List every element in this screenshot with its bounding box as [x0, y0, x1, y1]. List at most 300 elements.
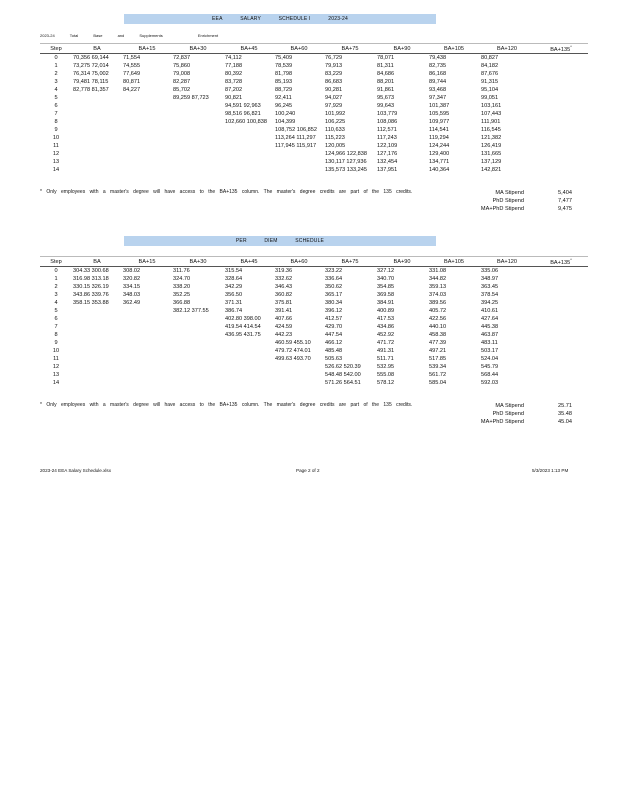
value-cell: 77,188 — [225, 63, 243, 69]
value-cell: 394.25 — [481, 300, 499, 306]
value-cell: 124,244 — [429, 143, 450, 149]
stipend-label: PhD Stipend — [492, 198, 524, 204]
table-row — [40, 78, 588, 86]
value-cell: 79,913 — [325, 63, 343, 69]
value-cell — [172, 134, 224, 142]
value-cell — [72, 166, 122, 174]
value-cell: 120,005 — [325, 143, 346, 149]
value-cell: 568.44 — [481, 372, 499, 378]
column-header-label: BA+30 — [189, 258, 207, 265]
perdiem-schedule-banner — [124, 236, 436, 246]
column-header-label: BA — [93, 258, 101, 265]
value-cell — [274, 158, 324, 166]
value-cell: 555.08 — [377, 372, 395, 378]
column-header-label: BA+105 — [443, 45, 465, 52]
value-cell: 127,176 — [377, 151, 398, 157]
value-cell — [72, 315, 122, 323]
value-cell: 76,314 75,002 — [73, 71, 109, 77]
value-cell — [224, 126, 274, 134]
table-row — [40, 86, 588, 94]
value-cell — [172, 363, 224, 371]
value-cell — [274, 150, 324, 158]
value-cell — [534, 86, 588, 94]
value-cell — [534, 118, 588, 126]
value-cell — [122, 371, 172, 379]
value-cell — [122, 126, 172, 134]
value-cell: 85,193 — [275, 79, 293, 85]
stipend-row — [440, 418, 572, 426]
value-cell — [534, 126, 588, 134]
column-header-label: BA+120 — [496, 45, 518, 52]
banner-word: PER — [235, 238, 247, 244]
column-header — [376, 257, 428, 267]
value-cell — [172, 339, 224, 347]
value-cell: 102,660 100,838 — [225, 119, 267, 125]
value-cell — [274, 166, 324, 174]
column-header-label: BA+75 — [341, 258, 359, 265]
column-header — [324, 44, 376, 54]
value-cell: 499.63 493.70 — [275, 356, 311, 362]
value-cell: 365.17 — [325, 292, 343, 298]
value-cell: 82,735 — [429, 63, 447, 69]
value-cell: 327.12 — [377, 268, 395, 274]
value-cell: 319.36 — [275, 268, 293, 274]
value-cell — [172, 347, 224, 355]
salary-subheading — [40, 33, 232, 38]
stipend-amount: 35.48 — [558, 411, 572, 417]
value-cell: 79,438 — [429, 55, 447, 61]
value-cell: 344.82 — [429, 276, 447, 282]
value-cell: 91,861 — [377, 87, 395, 93]
value-cell: 80,871 — [123, 79, 141, 85]
step-cell: 2 — [54, 71, 58, 77]
table-row — [40, 363, 588, 371]
value-cell: 585.04 — [429, 380, 447, 386]
value-cell — [72, 134, 122, 142]
value-cell — [122, 331, 172, 339]
step-cell: 4 — [54, 87, 58, 93]
banner-word: 2023-24 — [328, 16, 348, 22]
value-cell — [172, 323, 224, 331]
value-cell — [224, 339, 274, 347]
table-row — [40, 150, 588, 158]
value-cell: 140,364 — [429, 167, 450, 173]
value-cell — [534, 307, 588, 315]
value-cell: 417.53 — [377, 316, 395, 322]
value-cell: 477.39 — [429, 340, 447, 346]
column-header-label: BA+120 — [496, 258, 518, 265]
value-cell: 340.70 — [377, 276, 395, 282]
step-cell: 7 — [54, 324, 58, 330]
value-cell: 371.31 — [225, 300, 243, 306]
salary-stipends — [440, 189, 572, 213]
value-cell — [122, 118, 172, 126]
stipend-amount: 45.04 — [558, 419, 572, 425]
step-cell: 8 — [54, 119, 58, 125]
value-cell — [534, 347, 588, 355]
column-header-label: BA — [93, 45, 101, 52]
value-cell: 95,673 — [377, 95, 395, 101]
stipend-row — [440, 205, 572, 213]
value-cell: 137,951 — [377, 167, 398, 173]
value-cell: 87,202 — [225, 87, 243, 93]
salary-table — [40, 43, 588, 174]
value-cell: 436.95 431.75 — [225, 332, 261, 338]
step-cell: 13 — [52, 372, 60, 378]
step-cell: 14 — [52, 167, 60, 173]
banner-word: DIEM — [264, 238, 278, 244]
table-row — [40, 142, 588, 150]
stipend-amount: 25.71 — [558, 403, 572, 409]
value-cell: 539.34 — [429, 364, 447, 370]
value-cell: 115,223 — [325, 135, 345, 141]
value-cell — [122, 150, 172, 158]
table-row — [40, 126, 588, 134]
value-cell — [534, 70, 588, 78]
step-cell: 1 — [54, 276, 58, 282]
value-cell: 82,778 81,357 — [73, 87, 109, 93]
table-row — [40, 102, 588, 110]
value-cell: 384.91 — [377, 300, 395, 306]
value-cell: 328.64 — [225, 276, 243, 282]
value-cell — [72, 118, 122, 126]
value-cell: 407.66 — [275, 316, 293, 322]
value-cell: 412.57 — [325, 316, 343, 322]
table-row — [40, 339, 588, 347]
value-cell — [534, 166, 588, 174]
step-cell: 0 — [54, 55, 58, 61]
column-header — [428, 44, 480, 54]
value-cell — [172, 331, 224, 339]
value-cell: 460.59 455.10 — [275, 340, 311, 346]
step-cell: 11 — [53, 143, 59, 149]
value-cell: 130,117 127,936 — [325, 159, 367, 165]
value-cell — [534, 283, 588, 291]
value-cell — [534, 355, 588, 363]
salary-schedule-banner — [124, 14, 436, 24]
value-cell — [122, 142, 172, 150]
value-cell — [534, 323, 588, 331]
value-cell: 129,400 — [429, 151, 450, 157]
value-cell: 92,411 — [275, 95, 292, 101]
value-cell: 389.56 — [429, 300, 447, 306]
column-header-label: BA+135 — [550, 46, 571, 53]
value-cell: 491.31 — [377, 348, 395, 354]
table-row — [40, 307, 588, 315]
stipend-amount: 9,475 — [558, 206, 572, 212]
footer-filename: 2023-24 EEA Salary Schedule.xlsx — [40, 468, 111, 473]
value-cell: 81,798 — [275, 71, 293, 77]
banner-word: SCHEDULE I — [278, 16, 311, 22]
value-cell: 331.08 — [429, 268, 447, 274]
value-cell: 142,821 — [481, 167, 502, 173]
value-cell: 343.86 339.76 — [73, 292, 109, 298]
stipend-row — [440, 402, 572, 410]
value-cell: 308.02 — [123, 268, 141, 274]
perdiem-stipends — [440, 402, 572, 426]
value-cell: 505.63 — [325, 356, 343, 362]
value-cell: 440.10 — [429, 324, 447, 330]
value-cell: 103,779 — [377, 111, 398, 117]
step-cell: 4 — [54, 300, 58, 306]
value-cell: 107,443 — [481, 111, 502, 117]
table-row — [40, 347, 588, 355]
value-cell — [534, 142, 588, 150]
column-header-label: BA+30 — [189, 45, 207, 52]
banner-word: EEA — [212, 16, 223, 22]
value-cell — [72, 355, 122, 363]
value-cell: 429.70 — [325, 324, 343, 330]
value-cell — [172, 102, 224, 110]
value-cell — [534, 275, 588, 283]
table-row — [40, 275, 588, 283]
value-cell: 99,051 — [481, 95, 499, 101]
step-cell: 1 — [54, 63, 58, 69]
value-cell — [122, 166, 172, 174]
value-cell: 532.95 — [377, 364, 395, 370]
value-cell — [224, 150, 274, 158]
value-cell: 410.61 — [481, 308, 499, 314]
value-cell: 422.56 — [429, 316, 447, 322]
perdiem-table-body — [40, 267, 588, 388]
value-cell: 511.71 — [377, 356, 394, 362]
value-cell — [534, 62, 588, 70]
value-cell: 104,399 — [275, 119, 296, 125]
value-cell — [122, 339, 172, 347]
value-cell: 106,225 — [325, 119, 346, 125]
value-cell: 463.87 — [481, 332, 499, 338]
value-cell: 80,392 — [225, 71, 243, 77]
value-cell: 101,387 — [429, 103, 450, 109]
value-cell: 84,227 — [123, 87, 141, 93]
value-cell — [172, 110, 224, 118]
value-cell — [534, 299, 588, 307]
stipend-label: MA Stipend — [495, 190, 524, 196]
value-cell — [534, 267, 588, 276]
table-row — [40, 315, 588, 323]
value-cell: 78,539 — [275, 63, 293, 69]
value-cell: 100,240 — [275, 111, 296, 117]
value-cell — [224, 142, 274, 150]
step-cell: 9 — [54, 127, 58, 133]
table-row — [40, 291, 588, 299]
value-cell: 366.88 — [173, 300, 191, 306]
value-cell — [72, 150, 122, 158]
value-cell: 445.38 — [481, 324, 499, 330]
value-cell — [172, 355, 224, 363]
value-cell: 358.15 353.88 — [73, 300, 109, 306]
value-cell — [534, 134, 588, 142]
salary-footnote — [40, 189, 412, 195]
stipend-label: PhD Stipend — [492, 411, 524, 417]
value-cell — [122, 355, 172, 363]
value-cell — [224, 347, 274, 355]
value-cell: 79,481 78,115 — [73, 79, 109, 85]
value-cell: 93,468 — [429, 87, 447, 93]
stipend-row — [440, 197, 572, 205]
step-cell: 9 — [54, 340, 58, 346]
stipend-row — [440, 410, 572, 418]
table-row — [40, 331, 588, 339]
value-cell: 122,109 — [377, 143, 398, 149]
value-cell: 369.58 — [377, 292, 395, 298]
value-cell — [534, 94, 588, 102]
value-cell: 90,821 — [225, 95, 243, 101]
value-cell — [72, 158, 122, 166]
value-cell: 84,182 — [481, 63, 499, 69]
value-cell: 434.86 — [377, 324, 395, 330]
table-row — [40, 299, 588, 307]
value-cell — [172, 371, 224, 379]
value-cell — [72, 331, 122, 339]
column-header-label: BA+105 — [443, 258, 465, 265]
value-cell — [172, 315, 224, 323]
value-cell — [72, 102, 122, 110]
value-cell — [72, 379, 122, 387]
table-row — [40, 166, 588, 174]
column-header — [72, 44, 122, 54]
value-cell — [224, 379, 274, 387]
value-cell: 517.85 — [429, 356, 447, 362]
value-cell: 108,086 — [377, 119, 398, 125]
value-cell: 479.72 474.01 — [275, 348, 311, 354]
column-header — [72, 257, 122, 267]
value-cell: 571.26 564.51 — [325, 380, 361, 386]
value-cell: 447.54 — [325, 332, 343, 338]
value-cell — [72, 307, 122, 315]
value-cell: 452.92 — [377, 332, 395, 338]
column-header — [428, 257, 480, 267]
value-cell: 89,744 — [429, 79, 447, 85]
value-cell — [122, 102, 172, 110]
value-cell: 96,245 — [275, 103, 293, 109]
step-cell: 0 — [54, 268, 58, 274]
value-cell: 380.34 — [325, 300, 343, 306]
value-cell: 378.54 — [481, 292, 499, 298]
value-cell — [122, 134, 172, 142]
value-cell: 458.38 — [429, 332, 447, 338]
table-row — [40, 94, 588, 102]
value-cell: 105,595 — [429, 111, 450, 117]
column-header — [172, 257, 224, 267]
value-cell: 391.41 — [275, 308, 293, 314]
salary-table-body — [40, 54, 588, 175]
value-cell: 117,945 115,917 — [275, 143, 317, 149]
value-cell: 315.54 — [225, 268, 243, 274]
value-cell: 109,977 — [429, 119, 450, 125]
column-header — [534, 257, 588, 267]
value-cell: 99,643 — [377, 103, 395, 109]
value-cell: 131,665 — [481, 151, 502, 157]
value-cell: 382.12 377.55 — [173, 308, 209, 314]
value-cell — [122, 158, 172, 166]
value-cell: 72,837 — [173, 55, 191, 61]
value-cell: 121,382 — [481, 135, 502, 141]
value-cell: 346.43 — [275, 284, 293, 290]
value-cell: 442.23 — [275, 332, 293, 338]
column-header — [376, 44, 428, 54]
stipend-label: MA+PhD Stipend — [480, 419, 524, 425]
value-cell: 78,071 — [377, 55, 395, 61]
value-cell — [534, 363, 588, 371]
value-cell — [72, 94, 122, 102]
value-cell: 545.79 — [481, 364, 499, 370]
value-cell: 101,992 — [325, 111, 346, 117]
value-cell: 335.06 — [481, 268, 499, 274]
value-cell: 87,676 — [481, 71, 499, 77]
footnote-marker: * — [40, 402, 42, 408]
value-cell — [224, 363, 274, 371]
value-cell — [122, 307, 172, 315]
value-cell — [224, 166, 274, 174]
subhead-word: Total — [69, 33, 79, 38]
table-row — [40, 267, 588, 276]
table-row — [40, 62, 588, 70]
value-cell: 323.22 — [325, 268, 343, 274]
column-header — [122, 44, 172, 54]
value-cell: 338.20 — [173, 284, 191, 290]
stipend-amount: 5,404 — [558, 190, 572, 196]
table-row — [40, 355, 588, 363]
perdiem-table — [40, 256, 588, 387]
table-row — [40, 110, 588, 118]
value-cell — [224, 158, 274, 166]
value-cell: 97,347 — [429, 95, 447, 101]
value-cell: 75,860 — [173, 63, 191, 69]
column-header-label: BA+90 — [393, 258, 411, 265]
value-cell — [534, 379, 588, 387]
value-cell: 113,264 111,297 — [275, 135, 316, 141]
value-cell — [172, 126, 224, 134]
value-cell: 354.85 — [377, 284, 395, 290]
column-header-label: BA+135 — [550, 259, 571, 266]
table-row — [40, 323, 588, 331]
stipend-label: MA+PhD Stipend — [480, 206, 524, 212]
value-cell: 578.12 — [377, 380, 395, 386]
value-cell — [534, 78, 588, 86]
value-cell: 342.29 — [225, 284, 243, 290]
step-cell: 3 — [54, 292, 58, 298]
table-row — [40, 371, 588, 379]
perdiem-header-row — [40, 257, 588, 267]
value-cell: 503.17 — [481, 348, 499, 354]
value-cell: 386.74 — [225, 308, 243, 314]
value-cell — [72, 339, 122, 347]
column-header — [40, 44, 72, 54]
value-cell: 95,104 — [481, 87, 499, 93]
banner-word: SCHEDULE — [295, 238, 325, 244]
value-cell: 126,419 — [481, 143, 502, 149]
value-cell: 356.50 — [225, 292, 243, 298]
step-cell: 7 — [54, 111, 58, 117]
value-cell: 359.13 — [429, 284, 447, 290]
value-cell: 108,752 106,852 — [275, 127, 317, 133]
subhead-word: Base — [93, 33, 103, 38]
column-header-label: BA+45 — [240, 258, 258, 265]
footnote-text: Only employees with a master's degree will have access to the BA+135 column. The master's degree credits are part of the 135 credits. — [46, 189, 413, 195]
value-cell: 466.12 — [325, 340, 343, 346]
value-cell: 526.62 520.39 — [325, 364, 361, 370]
value-cell: 332.62 — [275, 276, 293, 282]
column-header — [534, 44, 588, 54]
column-header — [40, 257, 72, 267]
value-cell: 89,259 87,723 — [173, 95, 209, 101]
column-header-label: BA+90 — [393, 45, 411, 52]
value-cell: 114,541 — [429, 127, 449, 133]
value-cell — [274, 363, 324, 371]
value-cell: 375.81 — [275, 300, 293, 306]
value-cell: 363.45 — [481, 284, 499, 290]
